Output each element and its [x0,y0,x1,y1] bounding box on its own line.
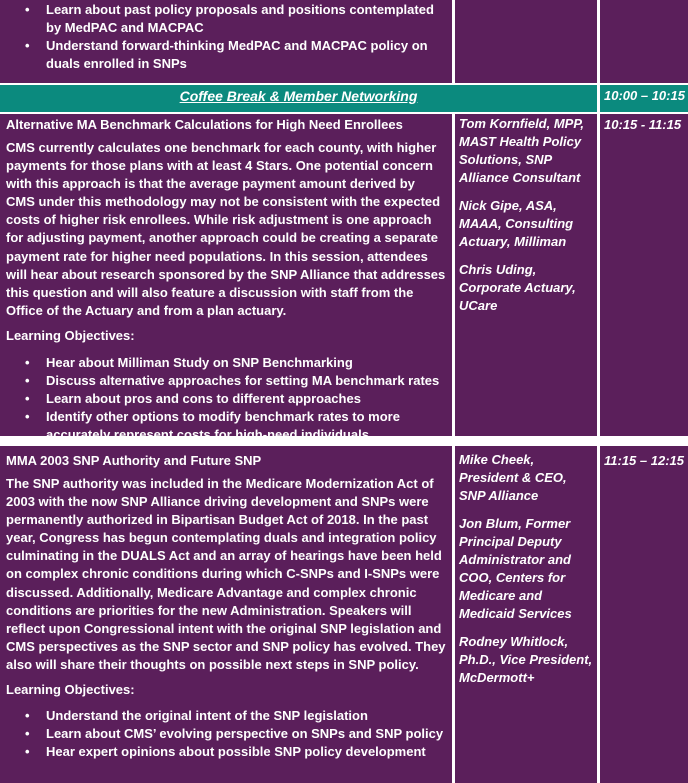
speaker: Nick Gipe, ASA, MAAA, Consulting Actuary, Milliman [459,198,574,249]
top-objectives-list [0,0,452,73]
coffee-break-cell [0,85,597,112]
session1-objectives-label: Learning Objectives: [6,327,135,343]
coffee-break-label: Coffee Break & Member Networking [179,88,418,104]
session2-objectives-label: Learning Objectives: [6,682,135,698]
session1-time: 10:15 - 11:15 [604,117,682,132]
speaker: Tom Kornfield, MPP, MAST Health Policy Solutions, SNP Alliance Consultant [459,116,584,185]
coffee-break-time: 10:00 – 10:15 [604,88,685,103]
list-item: • Understand forward-thinking MedPAC and MACPAC policy on duals enrolled in SNPs [0,37,452,73]
list-item: • Identify other options to modify benchmark rates to more accurately represent costs for high-need individuals [0,408,447,444]
list-item: • Learn about pros and cons to different approaches [0,390,447,408]
coffee-break-time-cell [600,85,688,112]
session1-objectives-list [0,354,447,444]
session2-objectives-list [0,707,447,761]
list-item: • Learn about CMS’ evolving perspective on SNPs and SNP policy [0,725,447,743]
session1-description: CMS currently calculates one benchmark for each county, with higher payments for those plans with at least 4 Stars. One potential concern with this approach is that the average payment amount derived by CMS under this methodology may not be consistent with the expected costs of higher risk enrollees. While risk adjustment is one approach for adjusting payment, another approach could be creating a separate payment rate for higher need populations. In this session, attendees will hear about research sponsored by the SNP Alliance that addresses this question and will also feature a discussion with staff from the Office of the Actuary and from a plan actuary. [6,140,446,318]
session1-speakers-cell [455,114,597,436]
speaker: Chris Uding, Corporate Actuary, UCare [459,262,576,313]
session2-time-cell [600,446,688,783]
speaker: Mike Cheek, President & CEO, SNP Alliance [459,452,567,503]
session2-description: The SNP authority was included in the Medicare Modernization Act of 2003 with the now SNP Alliance driving development and SNPs were permanently authorized in Bipartisan Budget Act of 2018. In the past year, Congress has begun contemplating duals and integration policy culminating in the DUALS Act and an array of hearings have been held on complex chronic conditions during which C-SNPs and I-SNPs were discussed. Additionally, Medicare Advantage and complex chronic conditions are priorities for the new Administration. Speakers will reflect upon Congressional intent with the original SNP legislation and CMS perspectives as the SNP sector and SNP policy has evolved. They also will share their thoughts on possible next steps in SNP policy. [6,476,446,672]
list-item: • Hear expert opinions about possible SNP policy development [0,743,447,761]
speaker: Jon Blum, Former Principal Deputy Administrator and COO, Centers for Medicare and Medicaid Services [459,516,572,621]
session1-title: Alternative MA Benchmark Calculations for High Need Enrollees [6,117,403,132]
list-item: • Learn about past policy proposals and positions contemplated by MedPAC and MACPAC [0,1,452,37]
list-item: • Hear about Milliman Study on SNP Benchmarking [0,354,447,372]
speaker: Rodney Whitlock, Ph.D., Vice President, McDermott+ [459,634,593,685]
session2-time: 11:15 – 12:15 [604,453,684,468]
session2-speakers-cell [455,446,597,783]
session1-time-cell [600,114,688,436]
list-item: • Discuss alternative approaches for setting MA benchmark rates [0,372,447,390]
session1-cell [0,114,452,442]
top-session-cell [0,0,452,83]
top-speaker-cell [455,0,597,83]
list-item: • Understand the original intent of the SNP legislation [0,707,447,725]
session2-cell [0,446,452,783]
top-time-cell [600,0,688,83]
session2-title: MMA 2003 SNP Authority and Future SNP [6,453,262,468]
